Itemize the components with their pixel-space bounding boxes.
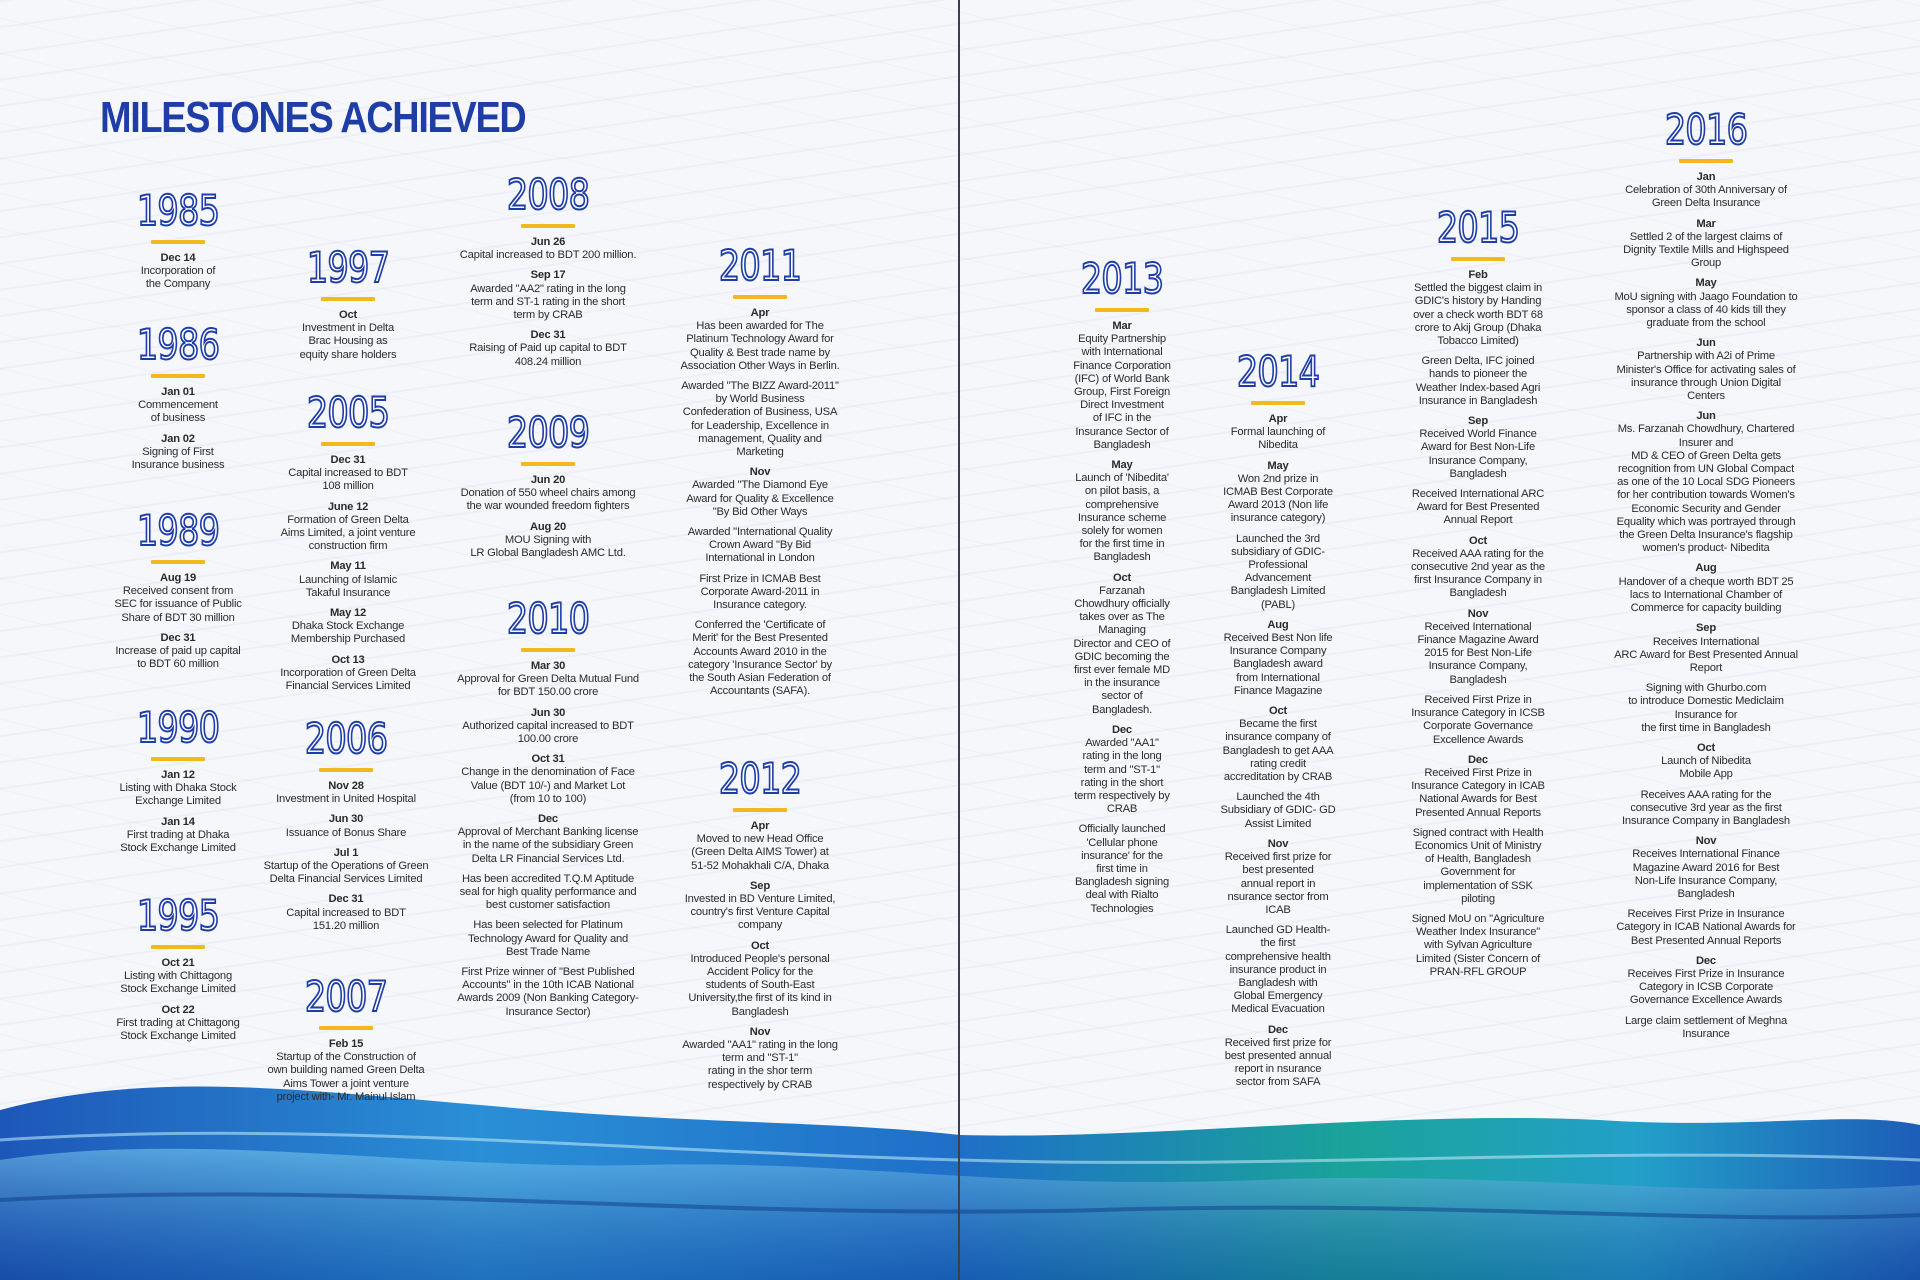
year-underline (521, 224, 575, 228)
milestone-event (258, 309, 438, 362)
milestone-year-2013 (1062, 256, 1182, 923)
milestone-year-2009 (438, 410, 658, 567)
milestone-event (1208, 924, 1348, 1016)
event-date: May (1267, 459, 1289, 472)
event-description: Settled the biggest claim in GDIC's history by Handing over a check worth BDT 68 crore to Akij Group (Dhaka Tobacco Limited) (1413, 282, 1543, 348)
year-underline (151, 560, 205, 564)
year-heading: 2016 (1664, 105, 1748, 154)
event-description: Awarded "The Diamond Eye Award for Quality & Excellence "By Bid Other Ways (686, 479, 834, 518)
milestone-event (1388, 415, 1568, 481)
year-heading: 2015 (1436, 203, 1520, 252)
event-description: Commencement of business (138, 399, 218, 425)
milestone-event (88, 769, 268, 809)
event-description: Partnership with A2i of Prime Minister's Office for activating sales of insurance through Union Digital Centers (1616, 350, 1796, 403)
year-underline (151, 757, 205, 761)
event-date: May 11 (330, 560, 366, 573)
milestone-event (1388, 355, 1568, 408)
event-description: First Prize in ICMAB Best Corporate Award-2011 in Insurance category. (699, 572, 821, 612)
event-date: Oct (1468, 534, 1488, 547)
year-underline (1679, 159, 1733, 163)
event-date: Jun (1696, 410, 1716, 423)
milestone-event (253, 454, 443, 494)
event-description: Startup of the Operations of Green Delta Financial Services Limited (263, 860, 429, 886)
year-heading: 2005 (306, 388, 390, 437)
event-date: Jun 26 (530, 236, 566, 248)
event-description: Approval of Merchant Banking license in the name of the subsidiary Green Delta LR Financial Services Ltd. (457, 826, 639, 865)
year-heading: 2009 (506, 408, 590, 457)
event-description: Has been accredited T.Q.M Aptitude seal for high quality performance and best customer satisfaction (459, 872, 637, 912)
event-description: Launch of Nibedita Mobile App (1661, 755, 1751, 781)
event-date: Nov 28 (328, 780, 364, 792)
event-description: Receives International Finance Magazine Award 2016 for Best Non-Life Insurance Company, Bangladesh (1632, 848, 1780, 900)
milestone-event (660, 380, 860, 459)
event-date: Mar (1112, 320, 1132, 332)
event-description: Receives AAA rating for the consecutive 3rd year as the first Insurance Company in Bangladesh (1622, 788, 1790, 827)
event-description: Equity Partnership with International Finance Corporation (IFC) of World Bank Group, First Foreign Direct Investment of IFC in the Insurance Sector of Bangladesh (1073, 333, 1171, 451)
year-heading: 1990 (136, 703, 220, 752)
event-date: Aug (1267, 618, 1289, 631)
milestone-event (88, 957, 268, 997)
event-date: Aug (1695, 562, 1717, 575)
milestone-event (1596, 1015, 1816, 1041)
milestone-event (438, 873, 658, 913)
event-date: Oct 31 (531, 753, 565, 766)
event-date: Dec (538, 813, 558, 826)
event-list (251, 780, 441, 933)
event-description: Approval for Green Delta Mutual Fund for BDT 150.00 crore (457, 673, 639, 699)
event-date: Dec (1112, 723, 1132, 736)
event-description: Capital increased to BDT 200 million. (459, 249, 637, 262)
event-list (1388, 269, 1568, 979)
event-date: June 12 (327, 500, 369, 513)
event-date: Nov (749, 1025, 771, 1038)
event-description: Listing with Chittagong Stock Exchange Limited (120, 970, 236, 996)
milestone-year-1985 (93, 188, 263, 299)
milestone-event (438, 753, 658, 806)
event-date: Oct 21 (161, 957, 195, 969)
event-date: Jan 12 (161, 769, 195, 781)
milestone-event (660, 526, 860, 566)
milestone-year-1997 (258, 245, 438, 369)
milestone-year-1990 (88, 705, 268, 862)
event-list (251, 1038, 441, 1104)
milestone-event (660, 619, 860, 698)
milestone-event (1208, 705, 1348, 784)
event-description: Large claim settlement of Meghna Insurance (1624, 1014, 1788, 1040)
event-list (88, 769, 268, 855)
milestone-event (660, 880, 860, 933)
milestone-year-2010 (438, 596, 658, 1026)
event-description: Invested in BD Venture Limited, country's first Venture Capital company (684, 893, 836, 932)
year-underline (151, 945, 205, 949)
event-description: Dhaka Stock Exchange Membership Purchased (290, 620, 406, 646)
milestone-event (1596, 171, 1816, 211)
milestone-event (253, 654, 443, 694)
event-list (253, 454, 443, 693)
milestone-event (1208, 1024, 1348, 1090)
event-description: Investment in Delta Brac Housing as equity share holders (299, 322, 397, 361)
event-description: Received first prize for best presented annual report in nsurance sector from ICAB (1224, 851, 1332, 916)
milestone-event (251, 813, 441, 839)
year-underline (1251, 401, 1305, 405)
event-date: Mar 30 (530, 660, 566, 672)
event-date: Oct (1696, 741, 1716, 754)
event-description: First trading at Dhaka Stock Exchange Limited (120, 828, 236, 855)
event-description: Received Best Non life Insurance Company Bangladesh award from International Finance Magazine (1223, 632, 1333, 697)
milestone-event (1062, 823, 1182, 915)
milestone-event (251, 847, 441, 887)
milestone-year-1986 (93, 322, 263, 479)
event-date: Dec 31 (160, 631, 196, 644)
milestone-event (1596, 835, 1816, 901)
event-description: Received AAA rating for the consecutive 2nd year as the first Insurance Company in Bangladesh (1411, 547, 1545, 600)
milestone-event (1596, 682, 1816, 735)
event-description: Introduced People's personal Accident Policy for the students of South-East University,the first of its kind in Bangladesh (688, 952, 832, 1018)
year-heading: 2012 (718, 754, 802, 803)
milestone-event (438, 269, 658, 322)
milestone-event (88, 1004, 268, 1044)
event-date: Dec 31 (330, 454, 366, 466)
event-description: Awarded "AA1" rating in the long term and "ST-1" rating in the short term respectively by CRAB (1074, 737, 1170, 816)
event-description: Signing of First Insurance business (131, 445, 225, 472)
year-underline (321, 442, 375, 446)
year-heading: 2014 (1236, 347, 1320, 396)
milestone-event (660, 1026, 860, 1092)
event-list (1062, 320, 1182, 916)
event-list (258, 309, 438, 362)
event-description: MoU signing with Jaago Foundation to sponsor a class of 40 kids till they graduate from the school (1614, 290, 1798, 330)
event-description: Receives First Prize in Insurance Category in ICAB National Awards for Best Presented Annual Reports (1616, 908, 1796, 947)
event-description: Officially launched 'Cellular phone insurance' for the first time in Bangladesh signing deal with Rialto Technologies (1074, 823, 1170, 915)
event-date: Jan 01 (161, 386, 195, 398)
year-heading: 1986 (136, 320, 220, 369)
event-description: MOU Signing with LR Global Bangladesh AMC Ltd. (470, 533, 626, 560)
event-description: First trading at Chittagong Stock Exchange Limited (116, 1016, 240, 1043)
event-description: First Prize winner of "Best Published Accounts" in the 10th ICAB National Awards 2009 (Non Banking Category- Insurance Sector) (457, 966, 639, 1018)
year-underline (321, 297, 375, 301)
year-underline (521, 648, 575, 652)
event-date: Nov (1267, 837, 1289, 850)
event-date: May (1111, 459, 1133, 472)
event-date: Oct (338, 309, 358, 321)
milestone-year-2016 (1596, 107, 1816, 1048)
milestone-event (1208, 533, 1348, 612)
milestone-event (1388, 608, 1568, 687)
event-description: Awarded "AA1" rating in the long term and "ST-1" rating in the shor term respectively by CRAB (682, 1039, 838, 1091)
year-heading: 2007 (304, 972, 388, 1021)
event-description: Launched GD Health- the first comprehensive health insurance product in Bangladesh with Global Emergency Medical Evacuation (1225, 924, 1331, 1016)
page-title: MILESTONES ACHIEVED (100, 93, 526, 142)
event-date: Jan 14 (161, 815, 195, 828)
event-date: Feb (1468, 269, 1488, 281)
year-heading: 2011 (718, 241, 802, 290)
milestone-event (438, 813, 658, 866)
event-date: Jun 30 (328, 813, 364, 826)
event-date: Oct (1112, 571, 1132, 584)
milestone-event (93, 433, 263, 473)
event-date: Dec (1696, 954, 1716, 967)
event-description: Change in the denomination of Face Value (BDT 10/-) and Market Lot (from 10 to 100) (461, 766, 635, 805)
event-date: Apr (750, 820, 770, 832)
milestone-event (1062, 320, 1182, 452)
milestone-event (1388, 269, 1568, 348)
event-description: Moved to new Head Office (Green Delta AIMS Tower) at 51-52 Mohakhali C/A, Dhaka (691, 833, 829, 872)
event-list (88, 572, 268, 671)
event-description: Became the first insurance company of Bangladesh to get AAA rating credit accreditation by CRAB (1222, 718, 1334, 784)
event-date: Jun (1696, 337, 1716, 350)
event-date: Sep (1468, 415, 1488, 428)
event-date: Dec (1268, 1023, 1288, 1036)
year-underline (319, 768, 373, 772)
event-description: Conferred the 'Certificate of Merit' for the Best Presented Accounts Award 2010 in the category 'Insurance Sector' by the South Asian Federation of Accountants (SAFA). (688, 619, 832, 698)
event-date: Nov (1695, 835, 1717, 848)
event-description: Has been awarded for The Platinum Technology Award for Quality & Best trade name by Association Other Ways in Berlin. (680, 320, 840, 372)
event-list (1596, 171, 1816, 1041)
year-underline (151, 240, 205, 244)
event-list (1208, 413, 1348, 1090)
milestone-event (1596, 908, 1816, 948)
milestone-event (251, 1038, 441, 1104)
event-list (88, 957, 268, 1043)
event-description: Incorporation of Green Delta Financial Services Limited (280, 666, 416, 693)
event-description: Received World Finance Award for Best Non-Life Insurance Company, Bangladesh (1419, 428, 1537, 480)
event-description: Received First Prize in Insurance Category in ICAB National Awards for Best Presented Annual Reports (1411, 766, 1545, 819)
milestone-event (1596, 277, 1816, 330)
milestone-event (93, 386, 263, 426)
event-description: Formation of Green Delta Aims Limited, a joint venture construction firm (280, 513, 416, 553)
milestone-event (1062, 724, 1182, 816)
event-list (93, 252, 263, 292)
event-date: Aug 20 (529, 520, 567, 533)
event-description: Capital increased to BDT 108 million (288, 467, 408, 493)
event-date: Dec 31 (328, 893, 364, 906)
milestone-event (93, 252, 263, 292)
event-description: Capital increased to BDT 151.20 million (286, 906, 406, 932)
milestone-event (438, 707, 658, 747)
event-date: Oct (1268, 705, 1288, 718)
milestone-event (1596, 742, 1816, 782)
event-description: Celebration of 30th Anniversary of Green Delta Insurance (1625, 184, 1787, 210)
event-description: Settled 2 of the largest claims of Dignity Textile Mills and Highspeed Group (1623, 230, 1789, 270)
event-description: Launching of Islamic Takaful Insurance (299, 573, 397, 599)
event-date: Jul 1 (333, 846, 359, 859)
event-description: Awarded "AA2" rating in the long term and ST-1 rating in the short term by CRAB (470, 282, 626, 322)
milestone-year-2005 (253, 390, 443, 700)
event-date: Oct 13 (331, 653, 365, 666)
milestone-event (88, 632, 268, 672)
milestone-event (660, 573, 860, 613)
milestone-event (253, 607, 443, 647)
milestone-year-2007 (251, 974, 441, 1111)
year-heading: 2008 (506, 170, 590, 219)
year-underline (1095, 308, 1149, 312)
milestone-event (1596, 562, 1816, 615)
milestone-event (1596, 622, 1816, 675)
event-date: Nov (749, 466, 771, 479)
year-heading: 1995 (136, 891, 220, 940)
event-list (438, 660, 658, 1019)
year-underline (521, 462, 575, 466)
event-list (93, 386, 263, 472)
event-description: Awarded "The BIZZ Award-2011" by World Business Confederation of Business, USA for Leadership, Excellence in management, Quality and Marketing (681, 380, 839, 459)
event-description: Received first prize for best presented annual report in nsurance sector from SAFA (1224, 1036, 1332, 1089)
event-description: Signed MoU on "Agriculture Weather Index Insurance" with Sylvan Agriculture Limited (Sister Concern of PRAN-RFL GROUP (1411, 912, 1545, 978)
event-description: Receives International ARC Award for Best Presented Annual Report (1614, 635, 1798, 674)
milestone-event (660, 466, 860, 519)
event-description: Launched the 3rd subsidiary of GDIC- Professional Advancement Bangladesh Limited (PABL) (1230, 532, 1326, 611)
milestone-event (1062, 459, 1182, 565)
event-date: Sep (1696, 622, 1716, 635)
event-date: Sep 17 (530, 269, 566, 282)
milestone-event (1596, 955, 1816, 1008)
event-description: Signing with Ghurbo.com to introduce Domestic Mediclaim Insurance for the first time in Bangladesh (1628, 682, 1784, 734)
event-date: Dec 14 (160, 252, 196, 264)
year-underline (1451, 257, 1505, 261)
event-date: Oct 22 (161, 1003, 195, 1016)
milestone-event (1388, 535, 1568, 601)
event-description: Ms. Farzanah Chowdhury, Chartered Insurer and MD & CEO of Green Delta gets recognition from UN Global Compact as one of the 10 Local SDG Pioneers for her contribution towards Women's Economic Security and Gender Equality which was portrayed through the Green Delta Insurance's flagship women's product- Nibedita (1616, 423, 1796, 555)
event-description: Signed contract with Health Economics Unit of Ministry of Health, Bangladesh Government for implementation of SSK piloting (1412, 826, 1544, 905)
milestone-event (660, 820, 860, 873)
event-date: Dec 31 (530, 329, 566, 342)
event-date: Aug 19 (159, 572, 197, 584)
milestone-year-2014 (1208, 349, 1348, 1097)
milestone-event (438, 660, 658, 700)
milestone-event (438, 329, 658, 369)
milestone-event (660, 940, 860, 1019)
event-description: Handover of a cheque worth BDT 25 lacs to International Chamber of Commerce for capacity building (1618, 575, 1794, 615)
milestone-event (1596, 410, 1816, 555)
milestone-event (660, 307, 860, 373)
milestone-event (1596, 789, 1816, 829)
event-date: Dec (1468, 753, 1488, 766)
event-description: Launched the 4th Subsidiary of GDIC- GD Assist Limited (1220, 791, 1336, 830)
milestone-event (1208, 791, 1348, 831)
event-description: Raising of Paid up capital to BDT 408.24 million (469, 342, 627, 368)
event-description: Green Delta, IFC joined hands to pioneer the Weather Index-based Agri Insurance in Bangladesh (1415, 355, 1541, 407)
milestone-event (251, 893, 441, 933)
event-description: Awarded "International Quality Crown Award "By Bid International in London (687, 526, 833, 565)
event-date: Feb 15 (328, 1038, 364, 1050)
event-date: Jan (1696, 171, 1716, 183)
event-description: Incorporation of the Company (140, 265, 216, 291)
milestone-year-2012 (660, 756, 860, 1099)
event-description: Received consent from SEC for issuance of Public Share of BDT 30 million (114, 585, 242, 624)
year-underline (733, 808, 787, 812)
year-heading: 1989 (136, 506, 220, 555)
milestone-event (438, 521, 658, 561)
milestone-event (1388, 913, 1568, 979)
milestone-event (438, 966, 658, 1019)
milestone-event (88, 816, 268, 856)
milestone-year-2011 (660, 243, 860, 705)
milestone-year-1989 (88, 508, 268, 678)
milestone-event (253, 501, 443, 554)
event-date: Mar (1696, 217, 1716, 230)
year-heading: 1997 (306, 243, 390, 292)
milestone-event (1596, 337, 1816, 403)
event-description: Investment in United Hospital (276, 793, 416, 806)
event-date: May (1695, 277, 1717, 290)
event-list (660, 820, 860, 1092)
milestone-event (251, 780, 441, 806)
milestone-event (438, 236, 658, 262)
milestone-year-1995 (88, 893, 268, 1050)
event-description: Increase of paid up capital to BDT 60 million (115, 645, 241, 671)
year-underline (319, 1026, 373, 1030)
year-heading: 1985 (136, 186, 220, 235)
milestone-event (253, 560, 443, 600)
event-date: Apr (750, 307, 770, 319)
milestone-year-2006 (251, 716, 441, 940)
milestone-event (1388, 694, 1568, 747)
milestone-event (1208, 838, 1348, 917)
milestone-event (1208, 619, 1348, 698)
milestone-event (1596, 218, 1816, 271)
year-heading: 2006 (304, 714, 388, 763)
milestone-event (1208, 460, 1348, 526)
event-date: Nov (1467, 607, 1489, 620)
event-date: Jun 20 (530, 474, 566, 486)
page-spine (958, 0, 960, 1280)
event-description: Authorized capital increased to BDT 100.00 crore (462, 719, 634, 746)
event-list (660, 307, 860, 698)
event-list (438, 474, 658, 560)
event-description: Farzanah Chowdhury officially takes over as The Managing Director and CEO of GDIC becoming the first ever female MD in the insurance sector of Bangladesh. (1073, 584, 1171, 716)
event-date: May 12 (329, 607, 367, 620)
event-description: Receives First Prize in Insurance Category in ICSB Corporate Governance Excellence Awards (1627, 967, 1785, 1007)
event-list (438, 236, 658, 369)
event-date: Jun 30 (530, 706, 566, 719)
event-date: Oct (750, 939, 770, 952)
year-underline (151, 374, 205, 378)
event-description: Donation of 550 wheel chairs among the war wounded freedom fighters (460, 487, 636, 513)
event-description: Issuance of Bonus Share (285, 826, 407, 839)
event-description: Listing with Dhaka Stock Exchange Limited (119, 782, 237, 808)
event-description: Received First Prize in Insurance Category in ICSB Corporate Governance Excellence Awards (1411, 693, 1545, 746)
milestone-year-2015 (1388, 205, 1568, 986)
milestone-year-2008 (438, 172, 658, 376)
milestone-event (88, 572, 268, 625)
milestone-event (1388, 754, 1568, 820)
event-description: Startup of the Construction of own building named Green Delta Aims Tower a joint venture project with- Mr. Mainul Islam (267, 1051, 425, 1103)
milestone-event (1388, 827, 1568, 906)
year-heading: 2013 (1080, 254, 1164, 303)
milestone-event (438, 919, 658, 959)
milestone-event (1062, 572, 1182, 717)
event-date: Sep (750, 879, 770, 892)
year-underline (733, 295, 787, 299)
event-description: Received International Finance Magazine Award 2015 for Best Non-Life Insurance Company, Bangladesh (1417, 620, 1539, 686)
milestone-event (1388, 488, 1568, 528)
year-heading: 2010 (506, 594, 590, 643)
event-description: Formal launching of Nibedita (1230, 426, 1326, 452)
event-date: Apr (1268, 413, 1288, 425)
event-description: Received International ARC Award for Best Presented Annual Report (1411, 488, 1545, 527)
event-description: Launch of 'Nibedita' on pilot basis, a comprehensive Insurance scheme solely for women for the first time in Bangladesh (1075, 472, 1169, 564)
milestone-event (438, 474, 658, 514)
event-date: Jan 02 (161, 432, 195, 445)
event-description: Won 2nd prize in ICMAB Best Corporate Award 2013 (Non life insurance category) (1223, 472, 1333, 525)
event-description: Has been selected for Platinum Technology Award for Quality and Best Trade Name (467, 919, 629, 958)
milestone-event (1208, 413, 1348, 453)
